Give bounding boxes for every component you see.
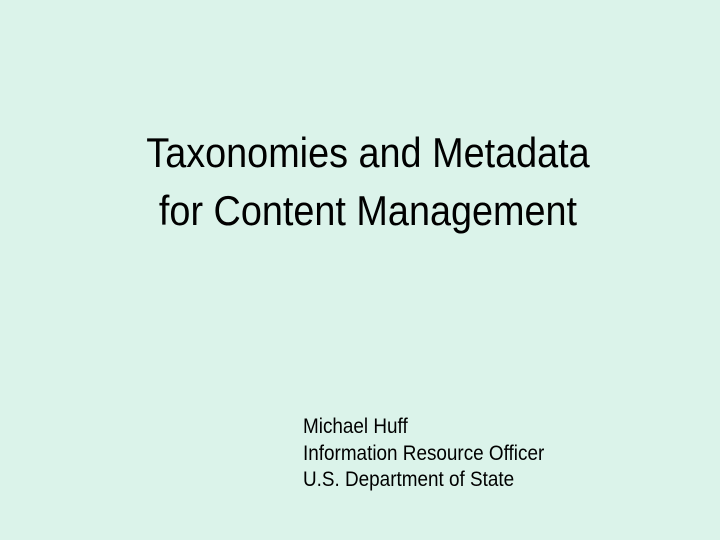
presenter-info xyxy=(303,414,544,494)
presenter-role: Information Resource Officer xyxy=(303,441,545,465)
slide-title-line-2: for Content Management xyxy=(158,187,578,234)
presenter-organization: U.S. Department of State xyxy=(303,468,515,492)
slide-title-line-1: Taxonomies and Metadata xyxy=(146,129,590,176)
presenter-name: Michael Huff xyxy=(303,415,408,438)
slide-title xyxy=(51,124,685,240)
